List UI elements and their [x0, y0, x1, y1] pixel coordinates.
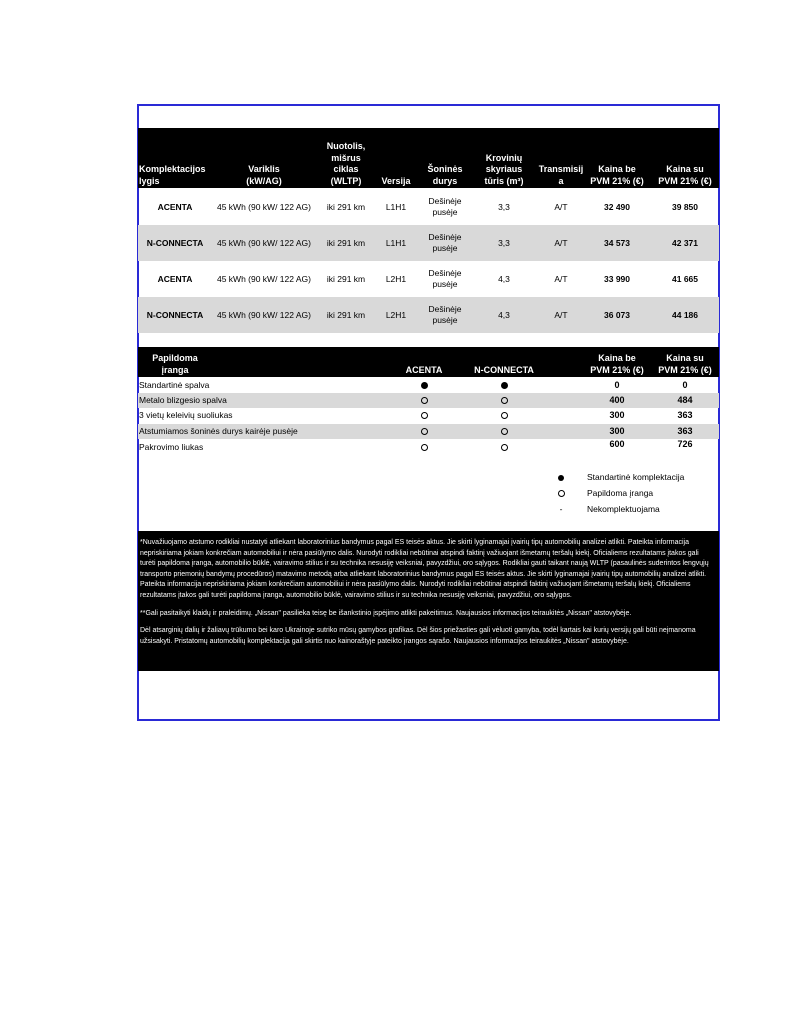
optional-circle-icon	[501, 412, 508, 419]
option-acenta	[404, 378, 444, 393]
header-text: (WLTP)	[330, 175, 362, 186]
cell-doors-line: Dešinėje	[428, 196, 462, 206]
header-text: PVM 21% (€)	[658, 364, 712, 375]
cell-price-ex: 34 573	[604, 237, 630, 248]
table-row	[138, 225, 719, 261]
cell-transmission: A/T	[554, 237, 568, 248]
optional-circle-icon	[501, 397, 508, 404]
header-text: įranga	[161, 364, 189, 375]
cell-doors-line: pusėje	[432, 279, 458, 289]
optional-circle-icon	[555, 486, 567, 501]
header-transmission	[534, 164, 588, 187]
header-text: PVM 21% (€)	[658, 175, 712, 186]
header-level	[139, 164, 211, 187]
option-price-ex: 0	[614, 380, 620, 390]
option-acenta	[404, 408, 444, 423]
header-text: PVM 21% (€)	[590, 175, 644, 186]
header-text: Nuotolis,	[326, 141, 366, 151]
footnote-disclaimer: **Gali pasitaikyti klaidų ir praleidimų. „Nissan" pasilieka teisę be išankstinio įspėjimo atlikti pakeitimus. Naujausios informacijos teiraukitės „Nissan" atstovybėje.	[140, 609, 632, 617]
option-price-ex: 300	[609, 426, 625, 436]
option-price-ex: 400	[609, 395, 625, 405]
header-text: ciklas	[333, 164, 359, 174]
option-price-inc: 363	[677, 410, 693, 420]
header-text: Papildoma	[152, 353, 198, 363]
cell-level: N-CONNECTA	[146, 309, 204, 320]
header-text: (kW/AG)	[246, 175, 282, 186]
option-row	[138, 378, 719, 393]
option-price-inc: 484	[677, 395, 693, 405]
cell-level: N-CONNECTA	[146, 237, 204, 248]
cell-doors-line: pusėje	[432, 243, 458, 253]
cell-volume: 3,3	[498, 237, 510, 248]
legend-text: Papildoma įranga	[587, 488, 654, 498]
option-label: Standartinė spalva	[139, 380, 210, 390]
option-acenta	[404, 424, 444, 439]
options-header-nconnecta: N-CONNECTA	[474, 364, 534, 375]
cell-engine: 45 kWh (90 kW/ 122 AG)	[216, 201, 311, 212]
option-nconnecta	[484, 408, 524, 423]
optional-circle-icon	[421, 397, 428, 404]
optional-circle-icon	[421, 428, 428, 435]
option-nconnecta	[484, 440, 524, 455]
header-text: Variklis	[248, 164, 280, 174]
cell-level: ACENTA	[157, 201, 193, 212]
options-title	[138, 353, 212, 376]
option-price-inc: 363	[677, 426, 693, 436]
header-text: Kaina be	[598, 353, 636, 363]
header-text: Komplektacijos	[139, 164, 206, 174]
header-text: Kaina su	[666, 353, 704, 363]
option-nconnecta	[484, 378, 524, 393]
header-text: skyriaus	[485, 164, 523, 174]
legend-symbol	[558, 475, 564, 481]
option-acenta	[404, 440, 444, 455]
optional-circle-icon	[421, 412, 428, 419]
legend-text: Standartinė komplektacija	[587, 472, 685, 482]
cell-transmission: A/T	[554, 309, 568, 320]
option-row	[138, 408, 719, 423]
header-text: lygis	[139, 175, 160, 186]
header-text: PVM 21% (€)	[590, 364, 644, 375]
cell-doors-line: Dešinėje	[428, 304, 462, 314]
footnote-supply: Dėl atsarginių dalių ir žaliavų trūkumo bei karo Ukrainoje sutriko mūsų gamybos grafikas. Dėl šios priežasties gali vėluoti gamyba, todėl kartais kai kurių versijų gali būti neįmanoma užsisakyti. Pristatomų automobilių komplektacija gali skirtis nuo kainoraštyje pateikto įrangos sąrašo. Naujausios informacijos teiraukitės „Nissan" atstovybėje.	[140, 627, 696, 645]
option-price-ex: 600	[609, 439, 625, 449]
dash-icon: -	[559, 504, 563, 514]
optional-circle-icon	[421, 444, 428, 451]
cell-price-inc: 42 371	[672, 237, 698, 248]
legend-text: Nekomplektuojama	[587, 504, 660, 514]
header-price-inc	[653, 164, 717, 187]
cell-volume: 3,3	[498, 201, 510, 212]
header-text: Kaina be	[598, 164, 636, 174]
cell-price-ex: 36 073	[604, 309, 630, 320]
legend-symbol	[558, 490, 565, 497]
standard-dot-icon	[421, 382, 428, 389]
cell-price-ex: 32 490	[604, 201, 630, 212]
header-text: Krovinių	[485, 152, 523, 163]
cell-doors-line: pusėje	[432, 207, 458, 217]
footnotes	[138, 531, 719, 671]
header-text: tūris (m³)	[484, 175, 524, 186]
cell-engine: 45 kWh (90 kW/ 122 AG)	[216, 309, 311, 320]
option-label: Metalo blizgesio spalva	[139, 395, 227, 405]
header-range	[318, 141, 374, 187]
cell-doors	[420, 225, 470, 261]
cell-level: ACENTA	[157, 273, 193, 284]
table-row	[138, 261, 719, 297]
option-label: Atstumiamos šoninės durys kairėje pusėje	[139, 426, 298, 436]
option-price-inc: 726	[677, 439, 693, 449]
option-acenta	[404, 393, 444, 408]
header-text: mišrus	[331, 152, 361, 163]
standard-dot-icon	[501, 382, 508, 389]
cell-version: L2H1	[385, 309, 407, 320]
header-text: a	[558, 175, 564, 186]
options-header-price-ex	[588, 353, 646, 376]
cell-volume: 4,3	[498, 309, 510, 320]
header-text: Versija	[381, 175, 411, 186]
optional-circle-icon	[501, 428, 508, 435]
table-row	[138, 189, 719, 225]
cell-transmission: A/T	[554, 273, 568, 284]
cell-version: L2H1	[385, 273, 407, 284]
optional-circle-icon	[501, 444, 508, 451]
header-volume	[474, 153, 534, 188]
cell-price-inc: 44 186	[672, 309, 698, 320]
header-engine	[214, 164, 314, 187]
header-doors	[420, 164, 470, 187]
cell-price-ex: 33 990	[604, 273, 630, 284]
cell-transmission: A/T	[554, 201, 568, 212]
header-price-ex	[588, 164, 646, 187]
option-label: 3 vietų keleivių suoliukas	[139, 410, 233, 420]
option-nconnecta	[484, 393, 524, 408]
header-text: Kaina su	[666, 164, 704, 174]
cell-price-inc: 39 850	[672, 201, 698, 212]
option-label: Pakrovimo liukas	[139, 442, 204, 452]
header-version	[376, 176, 416, 188]
cell-range: iki 291 km	[326, 273, 366, 284]
header-text: Šoninės	[427, 164, 463, 174]
cell-doors	[420, 261, 470, 297]
cell-version: L1H1	[385, 237, 407, 248]
cell-doors	[420, 297, 470, 333]
option-price-ex: 300	[609, 410, 625, 420]
cell-range: iki 291 km	[326, 237, 366, 248]
cell-doors	[420, 189, 470, 225]
options-header	[138, 347, 719, 377]
option-nconnecta	[484, 424, 524, 439]
cell-price-inc: 41 665	[672, 273, 698, 284]
option-row	[138, 440, 719, 455]
cell-doors-line: Dešinėje	[428, 232, 462, 242]
cell-volume: 4,3	[498, 273, 510, 284]
standard-dot-icon	[555, 470, 567, 485]
cell-doors-line: pusėje	[432, 315, 458, 325]
table-row	[138, 297, 719, 333]
cell-doors-line: Dešinėje	[428, 268, 462, 278]
cell-range: iki 291 km	[326, 309, 366, 320]
table-header	[138, 128, 719, 188]
cell-engine: 45 kWh (90 kW/ 122 AG)	[216, 273, 311, 284]
option-row	[138, 393, 719, 408]
options-header-price-inc	[653, 353, 717, 376]
cell-engine: 45 kWh (90 kW/ 122 AG)	[216, 237, 311, 248]
options-header-acenta: ACENTA	[405, 364, 443, 375]
header-text: durys	[432, 175, 458, 186]
cell-version: L1H1	[385, 201, 407, 212]
cell-range: iki 291 km	[326, 201, 366, 212]
footnote-wltp: *Nuvažiuojamo atstumo rodikliai nustatyti atliekant laboratorinius bandymus pagal ES teisės aktus. Jie skirti lyginamajai įvairių tipų automobilių analizei atlikti. Pateikta informacija nepriskiriama jokiam konkrečiam automobiliui ir nėra pasiūlymo dalis. Nurodyti rodikliai nebūtinai atspindi faktinį važiuojant išmetamų teršalų kiekį. Oficialiems rezultatams įtakos gali turėti papildoma įranga, automobilio būklė, vairavimo stilius ir su technika nesusiję veiksniai, pavyzdžiui, oro sąlygos. Rodikliai gauti taikant naują WLTP (pasaulinės suderintos lengvųjų transporto priemonių bandymų procedūros) matavimo metodą arba atliekant laboratorinius bandymus pagal ES teisės aktus. Jie skirti lyginamajai įvairių tipų automobilių analizei atlikti. Pateikta informacija nepriskiriama jokiam konkrečiam automobiliui ir nėra pasiūlymo dalis. Nurodyti rodikliai nebūtinai atspindi faktinį važiuojant išmetamų teršalų kiekį. Oficialiems rezultatams įtakos gali turėti papildoma įranga, automobilio būklė, vairavimo stilius ir su technika nesusiję veiksniai, pavyzdžiui, oro sąlygos.	[140, 539, 709, 599]
option-price-inc: 0	[682, 380, 688, 390]
header-text: Transmisij	[538, 164, 584, 174]
